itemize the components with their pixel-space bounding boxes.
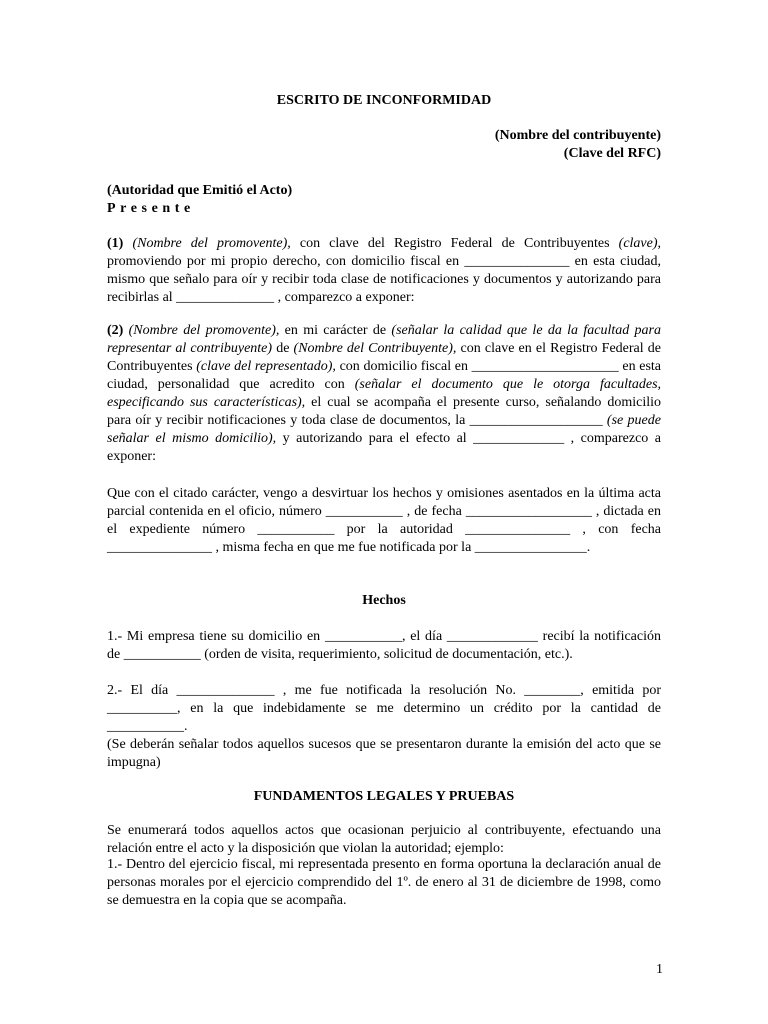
presente-label: Presente <box>107 201 195 216</box>
hechos-heading: Hechos <box>362 593 406 608</box>
text-fragment: con domicilio fiscal en _____________________ en esta ciudad, personalidad que acredito con <box>107 359 662 392</box>
paragraph-1-number: (1) <box>107 236 124 251</box>
hechos-item-1: 1.- Mi empresa tiene su domicilio en ___________, el día _____________ recibí la notificación de ___________ (orden de visita, requerimiento, solicitud de documentación, etc.). <box>107 629 661 662</box>
fundamentos-intro: Se enumerará todos aquellos actos que ocasionan perjuicio al contribuyente, efectuando una relación entre el acto y la disposición que violan la autoridad; ejemplo: <box>107 823 661 856</box>
paragraph-1 <box>107 235 661 307</box>
text-fragment: el cual se acompaña el presente curso, señalando domicilio para oír y recibir notificaciones y toda clase de documentos, la ___________________ <box>107 395 661 428</box>
italic-fragment: (se puede señalar el mismo domicilio), <box>107 413 661 446</box>
document-title: ESCRITO DE INCONFORMIDAD <box>276 93 492 108</box>
taxpayer-rfc: (Clave del RFC) <box>563 146 661 161</box>
page-number: 1 <box>656 962 663 977</box>
text-fragment: con clave en el Registro Federal de Contribuyentes <box>107 341 661 374</box>
hechos-item-2: 2.- El día ______________ , me fue notificada la resolución No. ________, emitida por __________, en la que indebidamente se me determino un crédito por la cantidad de ___________. <box>107 683 661 734</box>
paragraph-2-number: (2) <box>107 323 124 338</box>
italic-fragment: (Nombre del promovente), <box>132 236 291 251</box>
text-fragment: de <box>272 341 294 356</box>
fundamentos-heading: FUNDAMENTOS LEGALES Y PRUEBAS <box>253 789 515 804</box>
hechos-note: (Se deberán señalar todos aquellos sucesos que se presentaron durante la emisión del acto que se impugna) <box>107 737 661 770</box>
text-fragment: con clave del Registro Federal de Contribuyentes <box>290 236 619 251</box>
fundamentos-item-1: 1.- Dentro del ejercicio fiscal, mi representada presento en forma oportuna la declaración anual de personas morales por el ejercicio comprendido del 1º. de enero al 31 de diciembre de 1998, como se demuestra en la copia que se acompaña. <box>107 857 661 908</box>
italic-fragment: (señalar la calidad que le da la facultad para representar al contribuyente) <box>107 323 661 356</box>
italic-fragment: (señalar el documento que le otorga facultades, especificando sus características), <box>107 377 662 410</box>
italic-fragment: (Nombre del Contribuyente), <box>293 341 457 356</box>
paragraph-2 <box>107 322 661 466</box>
authority-name: (Autoridad que Emitió el Acto) <box>107 183 293 198</box>
text-fragment: y autorizando para el efecto al _____________ , comparezco a exponer: <box>107 431 661 464</box>
text-fragment: en mi carácter de <box>279 323 392 338</box>
italic-fragment: (clave) <box>618 236 658 251</box>
taxpayer-name: (Nombre del contribuyente) <box>494 128 661 143</box>
paragraph-3: Que con el citado carácter, vengo a desvirtuar los hechos y omisiones asentados en la última acta parcial contenida en el oficio, número ___________ , de fecha __________________ , dictada en el expediente número ___________ por la autoridad _______________ , con fecha _______________ , misma fecha en que me fue notificada por la ________________. <box>107 486 661 555</box>
italic-fragment: (Nombre del promovente), <box>123 323 280 338</box>
italic-fragment: (clave del representado), <box>196 359 336 374</box>
text-fragment: , promoviendo por mi propio derecho, con domicilio fiscal en _______________ en esta ciudad, mismo que señalo para oír y recibir toda clase de notificaciones y documentos y autorizando para recibirlas al ______________ , comparezco a exponer: <box>107 236 662 305</box>
